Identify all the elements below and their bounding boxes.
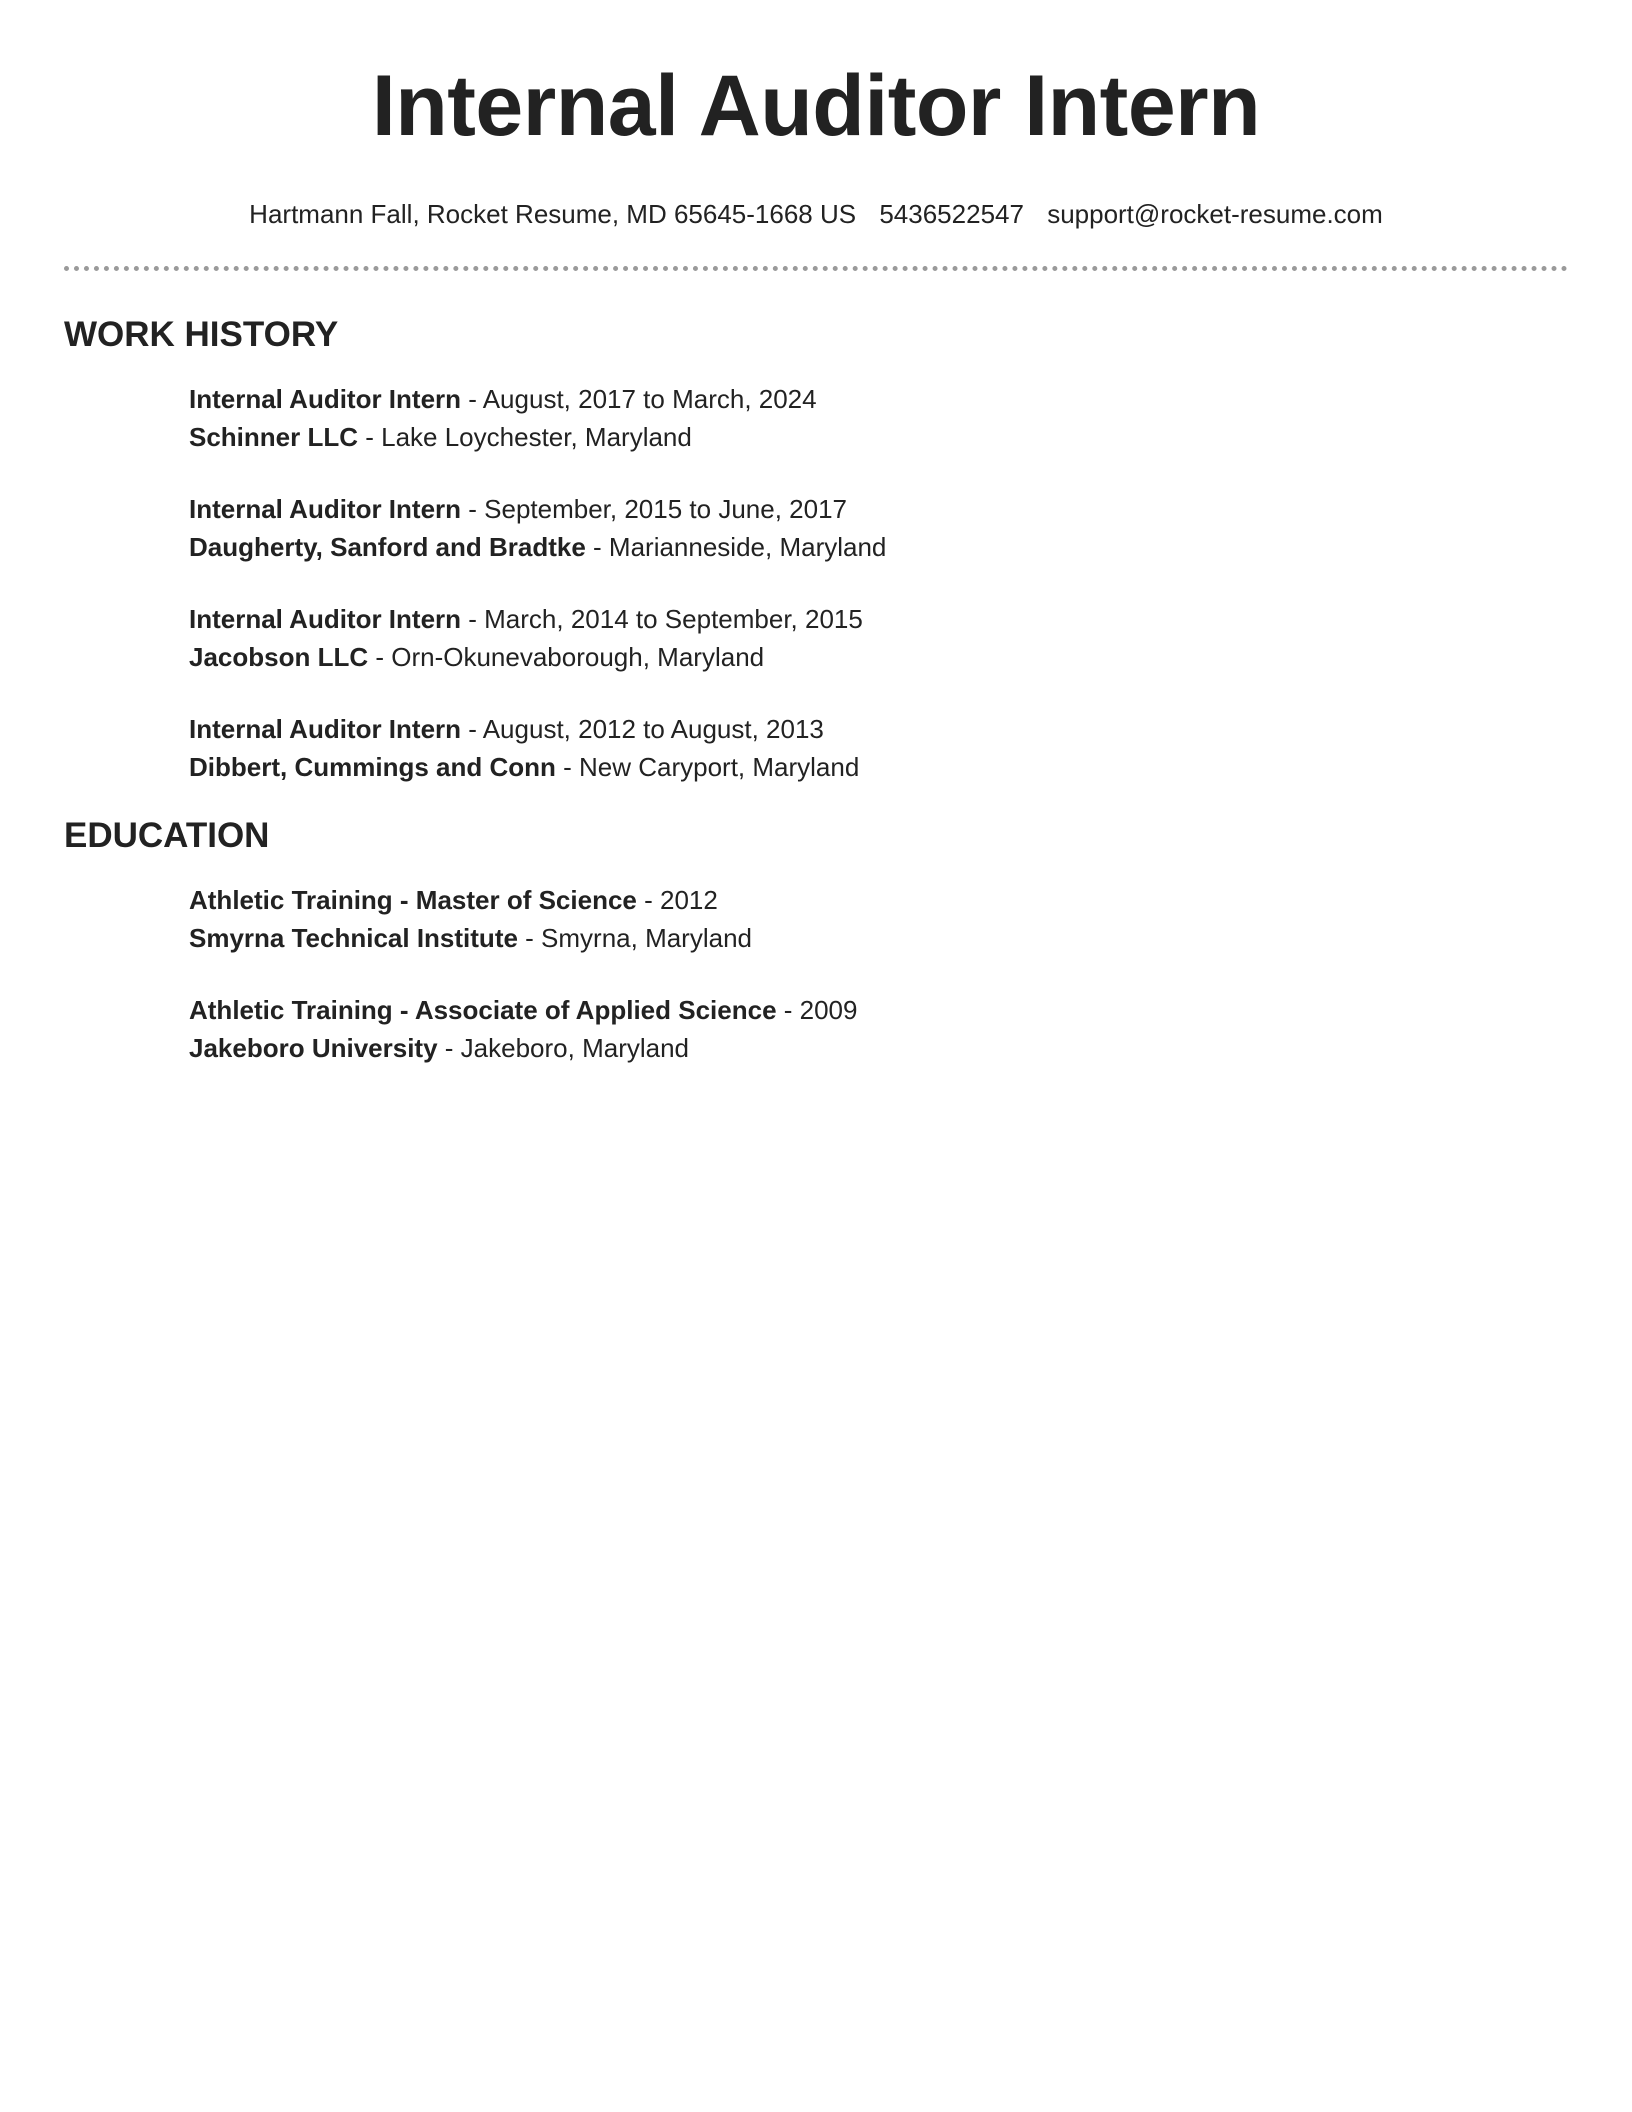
work-entry-company-line <box>189 528 1568 566</box>
section-title-work-history: WORK HISTORY <box>64 315 339 354</box>
education-year: - 2012 <box>636 885 718 915</box>
education-entry-degree-line <box>189 991 1568 1029</box>
work-entry <box>189 380 1568 456</box>
work-dates: - August, 2012 to August, 2013 <box>461 714 824 744</box>
work-entry-company-line <box>189 748 1568 786</box>
work-location: - Marianneside, Maryland <box>585 532 887 562</box>
contact-address: Hartmann Fall, Rocket Resume, MD 65645-1668 US <box>249 199 857 229</box>
work-entry-title-line <box>189 600 1568 638</box>
education-year: - 2009 <box>776 995 858 1025</box>
work-position: Internal Auditor Intern <box>189 714 462 744</box>
work-company: Jacobson LLC <box>189 642 369 672</box>
work-entry-company-line <box>189 418 1568 456</box>
education-entry-degree-line <box>189 881 1568 919</box>
education-entry <box>189 991 1568 1067</box>
education-entry-school-line <box>189 919 1568 957</box>
work-company: Dibbert, Cummings and Conn <box>189 752 556 782</box>
work-location: - Orn-Okunevaborough, Maryland <box>368 642 765 672</box>
education-degree: Athletic Training - Master of Science <box>189 885 637 915</box>
education-school: Jakeboro University <box>189 1033 438 1063</box>
work-dates: - September, 2015 to June, 2017 <box>461 494 847 524</box>
work-entry-company-line <box>189 638 1568 676</box>
education-degree: Athletic Training - Associate of Applied Science <box>189 995 777 1025</box>
work-entry <box>189 490 1568 566</box>
work-company: Schinner LLC <box>189 422 359 452</box>
section-title-education: EDUCATION <box>64 816 270 855</box>
work-entry-title-line <box>189 710 1568 748</box>
education-school: Smyrna Technical Institute <box>189 923 518 953</box>
work-entry-title-line <box>189 490 1568 528</box>
work-history-list <box>64 380 1568 786</box>
resume-header <box>64 0 1568 230</box>
work-location: - New Caryport, Maryland <box>555 752 860 782</box>
education-entry <box>189 881 1568 957</box>
contact-phone: 5436522547 <box>879 199 1024 229</box>
work-position: Internal Auditor Intern <box>189 384 462 414</box>
work-entry-title-line <box>189 380 1568 418</box>
work-history-section <box>64 315 1568 786</box>
resume-name: Internal Auditor Intern <box>371 58 1261 154</box>
work-dates: - August, 2017 to March, 2024 <box>461 384 817 414</box>
work-entry <box>189 600 1568 676</box>
education-list <box>64 881 1568 1067</box>
work-location: - Lake Loychester, Maryland <box>358 422 692 452</box>
work-dates: - March, 2014 to September, 2015 <box>461 604 863 634</box>
education-location: - Smyrna, Maryland <box>517 923 753 953</box>
education-section <box>64 816 1568 1067</box>
education-location: - Jakeboro, Maryland <box>437 1033 690 1063</box>
header-divider <box>64 266 1568 271</box>
work-position: Internal Auditor Intern <box>189 494 462 524</box>
work-position: Internal Auditor Intern <box>189 604 462 634</box>
work-entry <box>189 710 1568 786</box>
contact-email: support@rocket-resume.com <box>1047 199 1383 229</box>
work-company: Daugherty, Sanford and Bradtke <box>189 532 586 562</box>
education-entry-school-line <box>189 1029 1568 1067</box>
contact-line <box>64 198 1568 230</box>
